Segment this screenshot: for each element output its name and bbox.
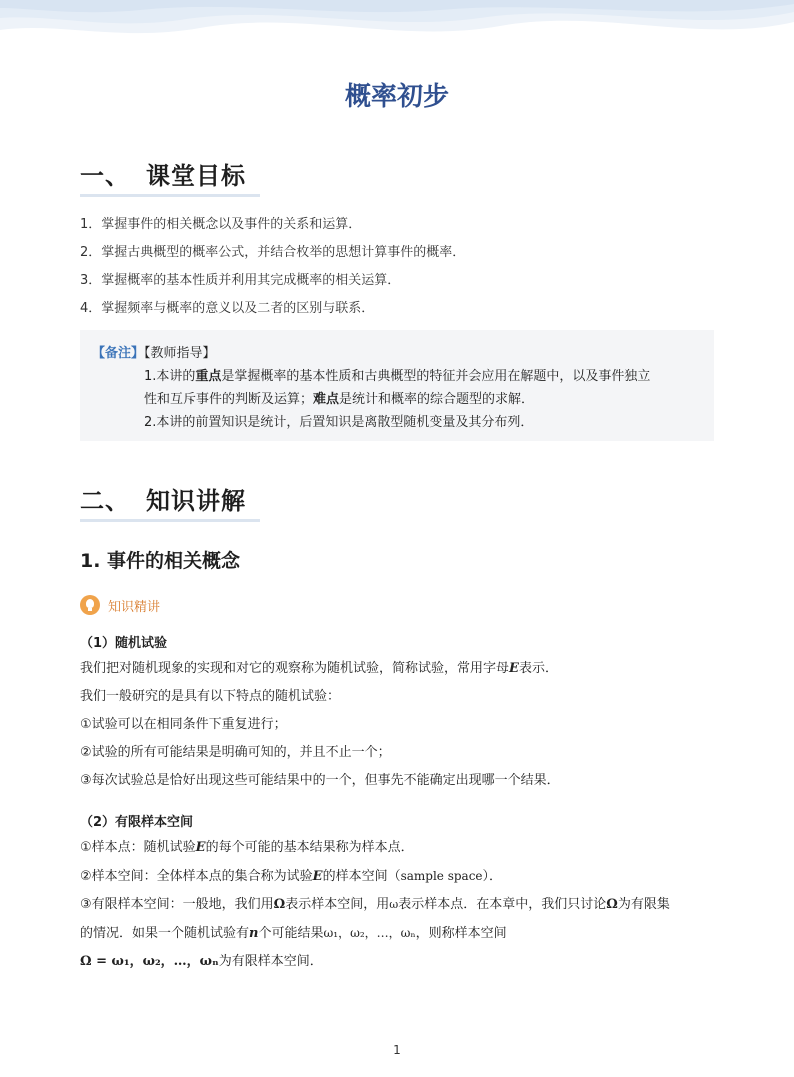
section-underline <box>80 519 260 522</box>
page-number: 1 <box>393 1043 401 1057</box>
header-wave-decoration <box>0 0 794 60</box>
section-heading-goals <box>80 156 246 191</box>
note-line: 性和互斥事件的判断及运算；难点是统计和概率的综合题型的求解． <box>144 392 535 407</box>
list-item: 1．掌握事件的相关概念以及事件的关系和运算． <box>80 217 362 232</box>
math-variable: E <box>509 661 519 676</box>
list-item: 3．掌握概率的基本性质并利用其完成概率的相关运算． <box>80 273 401 288</box>
paragraph: ②样本空间：全体样本点的集合称为试验E的样本空间（sample space）． <box>80 869 503 884</box>
note-line: 2.本讲的前置知识是统计，后置知识是离散型随机变量及其分布列． <box>144 415 534 430</box>
teacher-note-box <box>80 330 714 441</box>
random-trial-heading: （1）随机试验 <box>80 636 168 651</box>
emphasis: 重点 <box>195 369 222 384</box>
note-body <box>144 365 696 434</box>
sample-space-text <box>80 834 714 976</box>
note-label: 【教师指导】 <box>144 346 216 361</box>
section-label: 知识讲解 <box>146 487 246 515</box>
section-underline <box>80 194 260 197</box>
section-number: 二、 <box>80 487 130 515</box>
section-number: 一、 <box>80 162 130 190</box>
paragraph: ②试验的所有可能结果是明确可知的，并且不止一个； <box>80 745 391 760</box>
paragraph: ③有限样本空间：一般地，我们用Ω表示样本空间，用ω表示样本点．在本章中，我们只讨论Ω为有限集 <box>80 897 670 912</box>
subsection-title: 1. 事件的相关概念 <box>80 550 241 572</box>
paragraph: 我们把对随机现象的实现和对它的观察称为随机试验，简称试验，常用字母E表示． <box>80 661 558 676</box>
paragraph: ③每次试验总是恰好出现这些可能结果中的一个，但事先不能确定出现哪一个结果． <box>80 773 560 788</box>
note-tag: 【备注】 <box>92 346 145 361</box>
paragraph: ①试验可以在相同条件下重复进行； <box>80 717 287 732</box>
sample-space-heading: （2）有限样本空间 <box>80 815 194 830</box>
tip-text: 知识精讲 <box>108 599 161 615</box>
paragraph: 的情况．如果一个随机试验有n个可能结果ω₁，ω₂，…，ωₙ，则称样本空间 <box>80 926 507 941</box>
random-trial-text <box>80 655 714 795</box>
lightbulb-icon <box>80 595 100 615</box>
section-heading-knowledge <box>80 481 246 516</box>
list-item: 4．掌握频率与概率的意义以及二者的区别与联系． <box>80 301 375 316</box>
section-label: 课堂目标 <box>146 162 246 190</box>
emphasis: 难点 <box>313 392 340 407</box>
list-item: 2．掌握古典概型的概率公式，并结合枚举的思想计算事件的概率． <box>80 245 466 260</box>
paragraph: Ω = ω₁，ω₂，…，ωₙ为有限样本空间． <box>80 954 323 969</box>
knowledge-tip-label <box>80 594 160 616</box>
note-line: 1.本讲的重点是掌握概率的基本性质和古典概型的特征并会应用在解题中，以及事件独立 <box>144 369 651 384</box>
note-header <box>92 342 216 365</box>
goals-list <box>80 211 465 323</box>
paragraph: 我们一般研究的是具有以下特点的随机试验： <box>80 689 341 704</box>
page-title: 概率初步 <box>344 82 449 112</box>
paragraph: ①样本点：随机试验E的每个可能的基本结果称为样本点． <box>80 840 414 855</box>
